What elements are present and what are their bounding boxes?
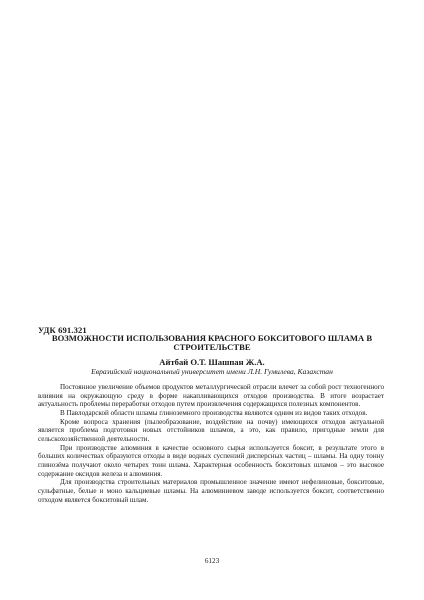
article-title-line-2: СТРОИТЕЛЬСТВЕ bbox=[173, 342, 251, 352]
affiliation: Евразийский национальный университет имени Л.Н. Гумилева, Казахстан bbox=[91, 367, 333, 376]
authors: Айтбай О.Т. Шашпан Ж.А. bbox=[159, 357, 265, 367]
page-number: 6123 bbox=[204, 557, 220, 565]
paragraph: Кроме вопроса хранения (пылеобразование, воздействие на почву) имеющихся отходов актуальной является проблема подготовки новых отстойников шламов, а это, как правило, пригодные земли для сельскохозяйственной деятельности. bbox=[38, 417, 384, 443]
article-body bbox=[38, 383, 384, 504]
udk-code: УДК 691.321 bbox=[38, 325, 87, 335]
article-title-line-1: ВОЗМОЖНОСТИ ИСПОЛЬЗОВАНИЯ КРАСНОГО БОКСИТОВОГО ШЛАМА В bbox=[51, 333, 373, 343]
paragraph: В Павлодарской области шламы глиноземного производства являются одним из видов таких отходов. bbox=[60, 408, 368, 417]
paragraph: При производстве алюминия в качестве основного сырья используется боксит, в результате этого в больших количествах образуются отходы в виде водных суспензий дисперсных частиц – шламы. На одну тонну глинозёма получают около четырех тонн шлама. Характерная особенность бокситовых шламов – это высокое содержание оксидов железа и алюминия. bbox=[38, 443, 384, 478]
paragraph: Для производства строительных материалов промышленное значение имеют нефелиновые, бокситовые, сульфатные, белые и моно кальциевые шламы. На алюминиевом заводе используется боксит, соответственно отходом является бокситовый шлам. bbox=[38, 478, 384, 504]
paragraph: Постоянное увеличение объемов продуктов металлургической отрасли влечет за собой рост техногенного влияния на окружающую среду в форме накапливающихся отходов производства. В итоге возрастает актуальность проблемы переработки отходов путем произвлечения содержащихся полезных компонентов. bbox=[38, 383, 384, 409]
